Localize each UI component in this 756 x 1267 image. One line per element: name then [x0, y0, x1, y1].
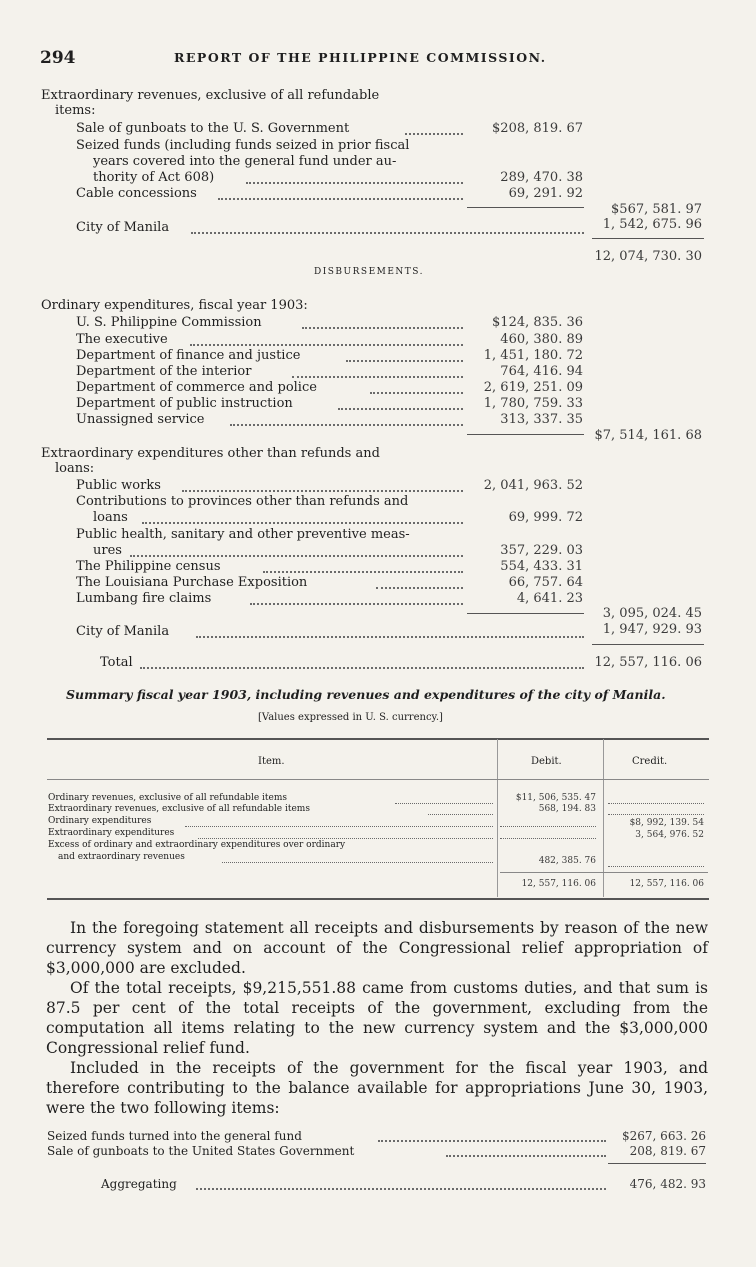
leader-dots	[196, 1188, 606, 1190]
paragraph: Of the total receipts, $9,215,551.88 came from customs duties, and that sum is 87.5 per cent of the total receipts of the government, excluding from the computation all items relating to the new currency system and the $3,000,000 Congressional relief fund.	[46, 979, 708, 1057]
line-item-label: Cable concessions	[76, 186, 197, 201]
line-item-label-cont: loans	[93, 510, 128, 525]
list-item-amount: 208, 819. 67	[629, 1144, 706, 1158]
aggregating-label: Aggregating	[101, 1177, 177, 1191]
line-item-amount: 69, 291. 92	[508, 186, 583, 201]
line-item-amount: 1, 451, 180. 72	[483, 348, 583, 363]
leader-dots	[395, 803, 493, 804]
column-divider	[497, 739, 498, 897]
total-credit: 12, 557, 116. 06	[629, 879, 704, 889]
line-item-label: Department of the interior	[76, 364, 252, 379]
line-item-label: The executive	[76, 332, 168, 347]
sum-rule	[608, 1163, 706, 1164]
line-item-label: Department of finance and justice	[76, 348, 301, 363]
line-item-label: Contributions to provinces other than refunds and	[76, 494, 409, 509]
column-divider	[603, 739, 604, 897]
leader-dots	[182, 490, 463, 492]
line-item-label-cont: ures	[93, 543, 122, 558]
row-item: Ordinary revenues, exclusive of all refundable items	[48, 793, 287, 803]
line-item-label-cont: years covered into the general fund under au-	[93, 154, 397, 169]
leader-dots	[346, 360, 463, 362]
sum-rule	[467, 434, 584, 435]
line-item-amount: $124, 835. 36	[492, 315, 583, 330]
line-item-label: Department of commerce and police	[76, 380, 317, 395]
city-of-manila-amount: 1, 947, 929. 93	[602, 622, 702, 637]
leader-dots	[446, 1155, 606, 1157]
row-item: Ordinary expenditures	[48, 816, 152, 826]
line-item-amount: 764, 416. 94	[500, 364, 583, 379]
total-amount: 12, 557, 116. 06	[594, 655, 702, 670]
row-debit: $11, 506, 535. 47	[515, 793, 596, 803]
line-item-amount: 554, 433. 31	[500, 559, 583, 574]
line-item-label: Public works	[76, 478, 161, 493]
leader-dots	[370, 392, 463, 394]
row-item: Extraordinary expenditures	[48, 828, 175, 838]
leader-dots	[608, 866, 704, 867]
table-bottom-rule	[47, 898, 709, 900]
column-header-credit: Credit.	[632, 756, 668, 767]
line-item-amount: 460, 380. 89	[500, 332, 583, 347]
paragraph: Included in the receipts of the government for the fiscal year 1903, and therefore contributing to the balance available for appropriations June 30, 1903, were the two following items:	[46, 1059, 708, 1117]
subtotal-amount: 3, 095, 024. 45	[602, 606, 702, 621]
row-item-cont: and extraordinary revenues	[58, 852, 185, 862]
section-heading: Extraordinary revenues, exclusive of all refundable	[41, 88, 380, 103]
running-title: REPORT OF THE PHILIPPINE COMMISSION.	[174, 50, 547, 65]
total-debit: 12, 557, 116. 06	[521, 879, 596, 889]
leader-dots	[142, 522, 463, 524]
section-heading-cont: items:	[55, 103, 96, 118]
line-item-label: The Louisiana Purchase Exposition	[76, 575, 308, 590]
summary-note: [Values expressed in U. S. currency.]	[258, 712, 443, 723]
line-item-amount: 357, 229. 03	[500, 543, 583, 558]
line-item-amount: 66, 757. 64	[508, 575, 583, 590]
paragraph: In the foregoing statement all receipts and disbursements by reason of the new currency system and on account of the Congressional relief appropriation of $3,000,000 are excluded.	[46, 919, 708, 977]
line-item-amount: $208, 819. 67	[492, 121, 583, 136]
section-heading: Extraordinary expenditures other than refunds and	[41, 446, 380, 461]
leader-dots	[608, 814, 704, 815]
leader-dots	[190, 344, 463, 346]
total-label: Total	[100, 655, 133, 670]
leader-dots	[500, 826, 596, 827]
city-of-manila-label: City of Manila	[76, 220, 170, 235]
line-item-amount: 2, 619, 251. 09	[483, 380, 583, 395]
leader-dots	[292, 376, 463, 378]
city-of-manila-amount: 1, 542, 675. 96	[602, 217, 702, 232]
section-heading-cont: loans:	[55, 461, 95, 476]
row-debit: 482, 385. 76	[538, 856, 596, 866]
leader-dots	[230, 424, 463, 426]
column-header-debit: Debit.	[531, 756, 562, 767]
sum-rule	[592, 238, 704, 239]
leader-dots	[191, 232, 584, 234]
list-item-label: Sale of gunboats to the United States Government	[47, 1144, 355, 1158]
sum-rule	[467, 207, 584, 208]
leader-dots	[218, 198, 463, 200]
total-rule	[500, 872, 708, 873]
row-credit: $8, 992, 139. 54	[629, 818, 704, 828]
row-credit: 3, 564, 976. 52	[635, 830, 704, 840]
summary-title: Summary fiscal year 1903, including revenues and expenditures of the city of Manila.	[66, 687, 666, 702]
leader-dots	[302, 327, 463, 329]
line-item-amount: 69, 999. 72	[508, 510, 583, 525]
receipts-grand-total: 12, 074, 730. 30	[594, 249, 702, 264]
subtotal-amount: $567, 581. 97	[611, 202, 702, 217]
row-item: Excess of ordinary and extraordinary expenditures over ordinary	[48, 840, 346, 850]
leader-dots	[250, 603, 463, 605]
line-item-amount: 2, 041, 963. 52	[483, 478, 583, 493]
aggregating-amount: 476, 482. 93	[629, 1177, 706, 1191]
line-item-amount: 1, 780, 759. 33	[483, 396, 583, 411]
line-item-label: Sale of gunboats to the U. S. Government	[76, 121, 350, 136]
sum-rule	[592, 644, 704, 645]
leader-dots	[246, 182, 463, 184]
leader-dots	[608, 803, 704, 804]
row-item: Extraordinary revenues, exclusive of all refundable items	[48, 804, 310, 814]
line-item-label: U. S. Philippine Commission	[76, 315, 262, 330]
line-item-amount: 4, 641. 23	[516, 591, 583, 606]
line-item-label: Unassigned service	[76, 412, 205, 427]
subtotal-amount: $7, 514, 161. 68	[594, 428, 702, 443]
leader-dots	[338, 408, 463, 410]
page-number: 294	[40, 48, 76, 68]
line-item-amount: 289, 470. 38	[500, 170, 583, 185]
leader-dots	[196, 636, 584, 638]
leader-dots	[222, 862, 493, 863]
leader-dots	[428, 814, 493, 815]
line-item-amount: 313, 337. 35	[500, 412, 583, 427]
row-debit: 568, 194. 83	[538, 804, 596, 814]
line-item-label: The Philippine census	[76, 559, 221, 574]
table-top-rule	[47, 738, 709, 740]
leader-dots	[185, 826, 493, 827]
sum-rule	[467, 613, 584, 614]
column-header-item: Item.	[258, 756, 285, 767]
city-of-manila-label: City of Manila	[76, 624, 170, 639]
section-heading: Ordinary expenditures, fiscal year 1903:	[41, 298, 308, 313]
line-item-label-cont: thority of Act 608)	[93, 170, 215, 185]
leader-dots	[140, 667, 584, 669]
disbursements-heading: DISBURSEMENTS.	[314, 267, 425, 277]
leader-dots	[376, 587, 463, 589]
leader-dots	[378, 1140, 606, 1142]
header-rule	[47, 779, 709, 780]
line-item-label: Public health, sanitary and other preventive meas-	[76, 527, 410, 542]
leader-dots	[263, 571, 463, 573]
line-item-label: Lumbang fire claims	[76, 591, 212, 606]
list-item-amount: $267, 663. 26	[622, 1129, 706, 1143]
leader-dots	[405, 133, 463, 135]
line-item-label: Department of public instruction	[76, 396, 293, 411]
leader-dots	[500, 838, 596, 839]
list-item-label: Seized funds turned into the general fund	[47, 1129, 302, 1143]
leader-dots	[198, 838, 493, 839]
line-item-label: Seized funds (including funds seized in prior fiscal	[76, 138, 410, 153]
leader-dots	[130, 555, 463, 557]
